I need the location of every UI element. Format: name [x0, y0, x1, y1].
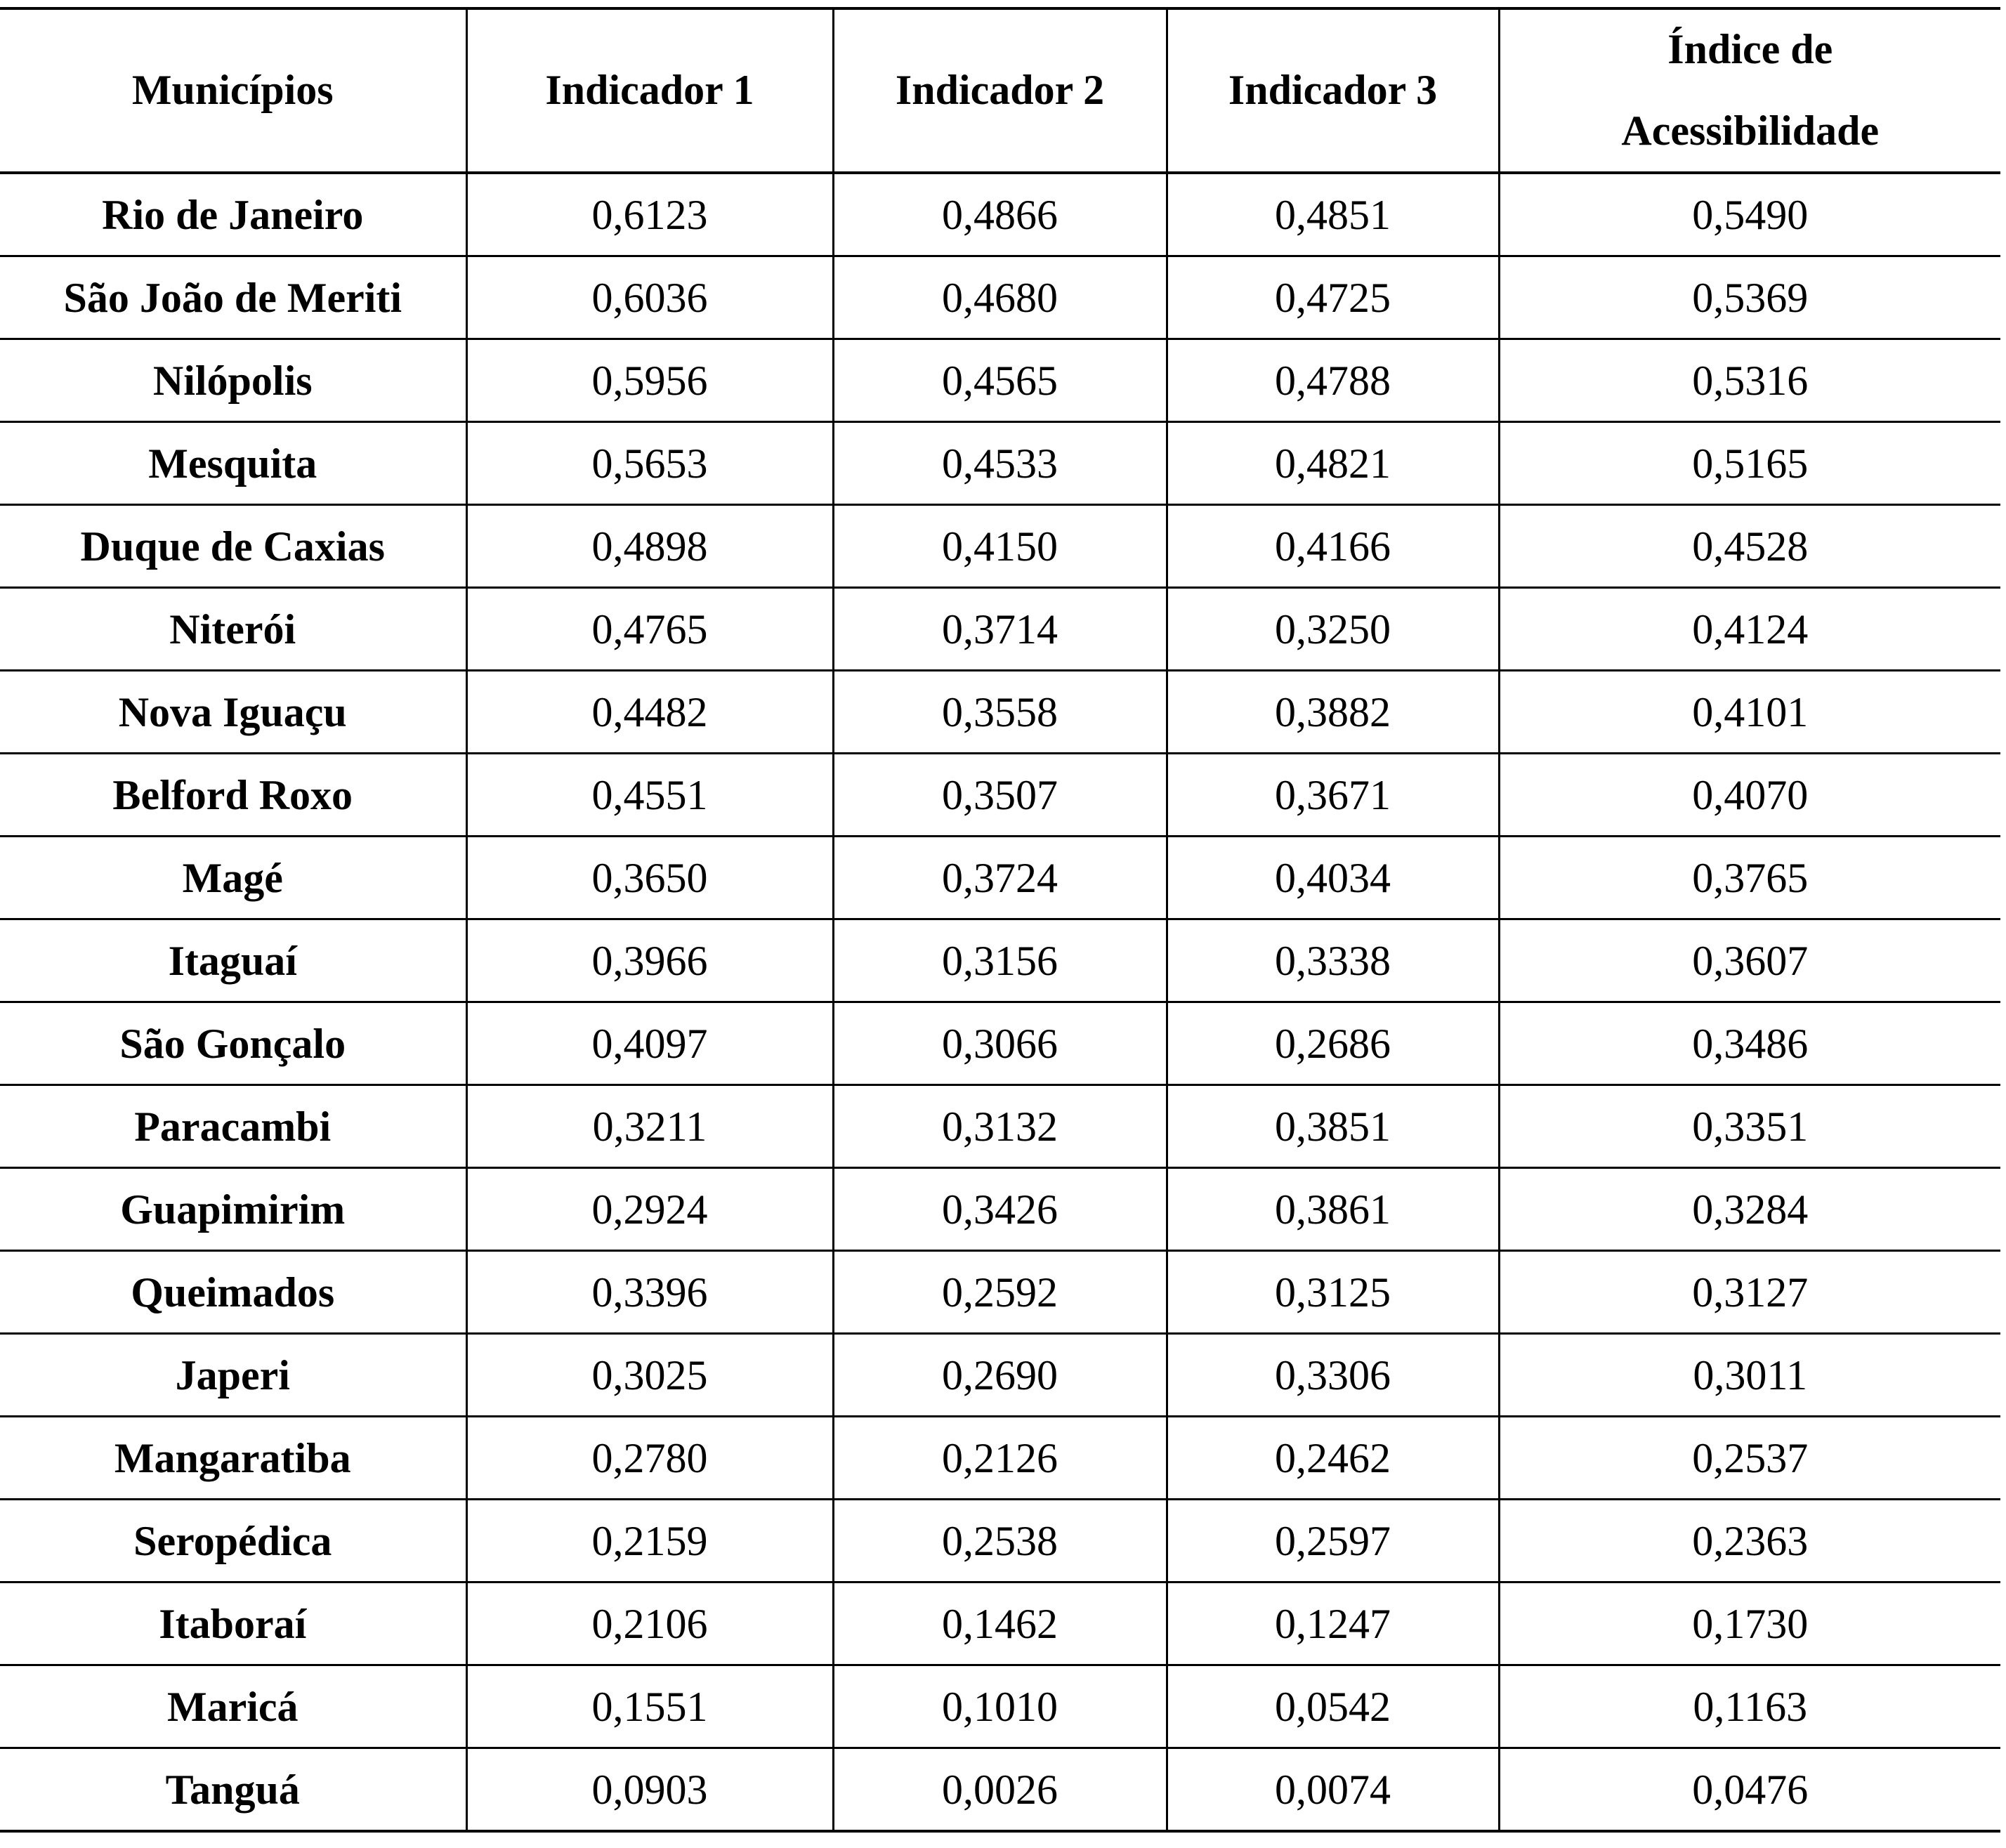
cell-indicador-2: 0,3724	[833, 837, 1167, 919]
cell-indicador-2: 0,3066	[833, 1002, 1167, 1085]
header-indicador-3: Indicador 3	[1167, 8, 1499, 173]
cell-indicador-2: 0,3156	[833, 919, 1167, 1002]
table-row	[0, 919, 2000, 1002]
cell-indicador-3: 0,4851	[1167, 173, 1499, 256]
cell-indicador-2: 0,3132	[833, 1085, 1167, 1168]
cell-indicador-1: 0,2924	[466, 1168, 833, 1251]
cell-indicador-2: 0,4565	[833, 339, 1167, 422]
cell-municipio: Itaguaí	[0, 919, 466, 1002]
cell-indicador-3: 0,3882	[1167, 671, 1499, 754]
cell-indicador-1: 0,4765	[466, 588, 833, 671]
table-body	[0, 173, 2000, 1831]
cell-indicador-3: 0,3851	[1167, 1085, 1499, 1168]
cell-indicador-1: 0,2780	[466, 1417, 833, 1500]
cell-municipio: Duque de Caxias	[0, 505, 466, 588]
table-row	[0, 1085, 2000, 1168]
cell-municipio: Magé	[0, 837, 466, 919]
cell-indice-acessibilidade: 0,3765	[1499, 837, 2000, 919]
table-row	[0, 1665, 2000, 1748]
cell-municipio: São João de Meriti	[0, 256, 466, 339]
header-municipios: Municípios	[0, 8, 466, 173]
cell-indicador-2: 0,2690	[833, 1334, 1167, 1417]
cell-indicador-3: 0,4034	[1167, 837, 1499, 919]
table-row	[0, 754, 2000, 837]
cell-municipio: Mangaratiba	[0, 1417, 466, 1500]
cell-indicador-3: 0,3250	[1167, 588, 1499, 671]
cell-indicador-1: 0,3966	[466, 919, 833, 1002]
table-row	[0, 422, 2000, 505]
cell-indicador-1: 0,1551	[466, 1665, 833, 1748]
cell-indicador-3: 0,4166	[1167, 505, 1499, 588]
cell-indice-acessibilidade: 0,4070	[1499, 754, 2000, 837]
table-row	[0, 1168, 2000, 1251]
table-row	[0, 339, 2000, 422]
cell-indicador-1: 0,6123	[466, 173, 833, 256]
cell-indice-acessibilidade: 0,2537	[1499, 1417, 2000, 1500]
cell-indicador-2: 0,2592	[833, 1251, 1167, 1334]
cell-indice-acessibilidade: 0,3486	[1499, 1002, 2000, 1085]
cell-indice-acessibilidade: 0,3011	[1499, 1334, 2000, 1417]
cell-indicador-1: 0,5956	[466, 339, 833, 422]
header-indice-line-2: Acessibilidade	[1621, 107, 1880, 154]
table-row	[0, 1417, 2000, 1500]
cell-indicador-2: 0,4866	[833, 173, 1167, 256]
cell-indice-acessibilidade: 0,1730	[1499, 1582, 2000, 1665]
cell-indicador-3: 0,4821	[1167, 422, 1499, 505]
cell-indicador-2: 0,3426	[833, 1168, 1167, 1251]
cell-indice-acessibilidade: 0,4528	[1499, 505, 2000, 588]
cell-indicador-2: 0,3714	[833, 588, 1167, 671]
cell-municipio: Itaboraí	[0, 1582, 466, 1665]
header-indicador-1: Indicador 1	[466, 8, 833, 173]
cell-indicador-2: 0,3507	[833, 754, 1167, 837]
cell-indicador-1: 0,0903	[466, 1748, 833, 1832]
cell-indicador-3: 0,3671	[1167, 754, 1499, 837]
cell-municipio: Japeri	[0, 1334, 466, 1417]
cell-indicador-3: 0,4725	[1167, 256, 1499, 339]
table-row	[0, 1334, 2000, 1417]
table-row	[0, 1251, 2000, 1334]
table-row	[0, 256, 2000, 339]
cell-indice-acessibilidade: 0,3607	[1499, 919, 2000, 1002]
table-row	[0, 1582, 2000, 1665]
cell-municipio: Tanguá	[0, 1748, 466, 1832]
accessibility-index-table	[0, 8, 2000, 1833]
header-indice-acessibilidade	[1499, 8, 2000, 173]
cell-indicador-1: 0,3211	[466, 1085, 833, 1168]
table-row	[0, 173, 2000, 256]
table-row	[0, 1002, 2000, 1085]
cell-indicador-1: 0,6036	[466, 256, 833, 339]
cell-indice-acessibilidade: 0,3351	[1499, 1085, 2000, 1168]
cell-indicador-3: 0,2686	[1167, 1002, 1499, 1085]
cell-indicador-3: 0,2597	[1167, 1500, 1499, 1582]
cell-indicador-1: 0,4551	[466, 754, 833, 837]
cell-indicador-1: 0,3396	[466, 1251, 833, 1334]
table-row	[0, 671, 2000, 754]
cell-indicador-3: 0,2462	[1167, 1417, 1499, 1500]
cell-indicador-3: 0,3306	[1167, 1334, 1499, 1417]
cell-indice-acessibilidade: 0,5369	[1499, 256, 2000, 339]
cell-indicador-3: 0,3125	[1167, 1251, 1499, 1334]
cell-indice-acessibilidade: 0,5490	[1499, 173, 2000, 256]
header-indice-line-1: Índice de	[1667, 26, 1833, 72]
cell-indicador-2: 0,1010	[833, 1665, 1167, 1748]
cell-indicador-3: 0,0074	[1167, 1748, 1499, 1832]
cell-indicador-2: 0,2538	[833, 1500, 1167, 1582]
cell-indicador-1: 0,3650	[466, 837, 833, 919]
header-indicador-2: Indicador 2	[833, 8, 1167, 173]
cell-municipio: Nilópolis	[0, 339, 466, 422]
table-row	[0, 837, 2000, 919]
cell-indice-acessibilidade: 0,2363	[1499, 1500, 2000, 1582]
cell-indicador-3: 0,3861	[1167, 1168, 1499, 1251]
cell-indice-acessibilidade: 0,5316	[1499, 339, 2000, 422]
cell-municipio: Maricá	[0, 1665, 466, 1748]
cell-municipio: Paracambi	[0, 1085, 466, 1168]
table-row	[0, 1500, 2000, 1582]
cell-municipio: São Gonçalo	[0, 1002, 466, 1085]
table-row	[0, 505, 2000, 588]
cell-municipio: Belford Roxo	[0, 754, 466, 837]
cell-indicador-1: 0,4898	[466, 505, 833, 588]
cell-indicador-2: 0,1462	[833, 1582, 1167, 1665]
cell-indice-acessibilidade: 0,4124	[1499, 588, 2000, 671]
cell-indicador-1: 0,2159	[466, 1500, 833, 1582]
cell-indicador-1: 0,4482	[466, 671, 833, 754]
cell-indicador-3: 0,1247	[1167, 1582, 1499, 1665]
cell-indicador-2: 0,0026	[833, 1748, 1167, 1832]
cell-indicador-2: 0,4533	[833, 422, 1167, 505]
cell-municipio: Niterói	[0, 588, 466, 671]
cell-indicador-1: 0,4097	[466, 1002, 833, 1085]
cell-indicador-3: 0,3338	[1167, 919, 1499, 1002]
cell-municipio: Guapimirim	[0, 1168, 466, 1251]
cell-indice-acessibilidade: 0,3284	[1499, 1168, 2000, 1251]
cell-municipio: Nova Iguaçu	[0, 671, 466, 754]
cell-indicador-2: 0,4150	[833, 505, 1167, 588]
cell-indicador-3: 0,4788	[1167, 339, 1499, 422]
cell-indice-acessibilidade: 0,1163	[1499, 1665, 2000, 1748]
cell-indicador-2: 0,2126	[833, 1417, 1167, 1500]
cell-indicador-1: 0,3025	[466, 1334, 833, 1417]
cell-indicador-3: 0,0542	[1167, 1665, 1499, 1748]
cell-indice-acessibilidade: 0,4101	[1499, 671, 2000, 754]
cell-indice-acessibilidade: 0,0476	[1499, 1748, 2000, 1832]
cell-municipio: Rio de Janeiro	[0, 173, 466, 256]
cell-indice-acessibilidade: 0,3127	[1499, 1251, 2000, 1334]
cell-indicador-2: 0,4680	[833, 256, 1167, 339]
table-row	[0, 1748, 2000, 1832]
cell-indicador-1: 0,5653	[466, 422, 833, 505]
cell-indicador-1: 0,2106	[466, 1582, 833, 1665]
table-header-row	[0, 8, 2000, 173]
cell-municipio: Queimados	[0, 1251, 466, 1334]
cell-indice-acessibilidade: 0,5165	[1499, 422, 2000, 505]
cell-municipio: Seropédica	[0, 1500, 466, 1582]
table-row	[0, 588, 2000, 671]
cell-municipio: Mesquita	[0, 422, 466, 505]
cell-indicador-2: 0,3558	[833, 671, 1167, 754]
